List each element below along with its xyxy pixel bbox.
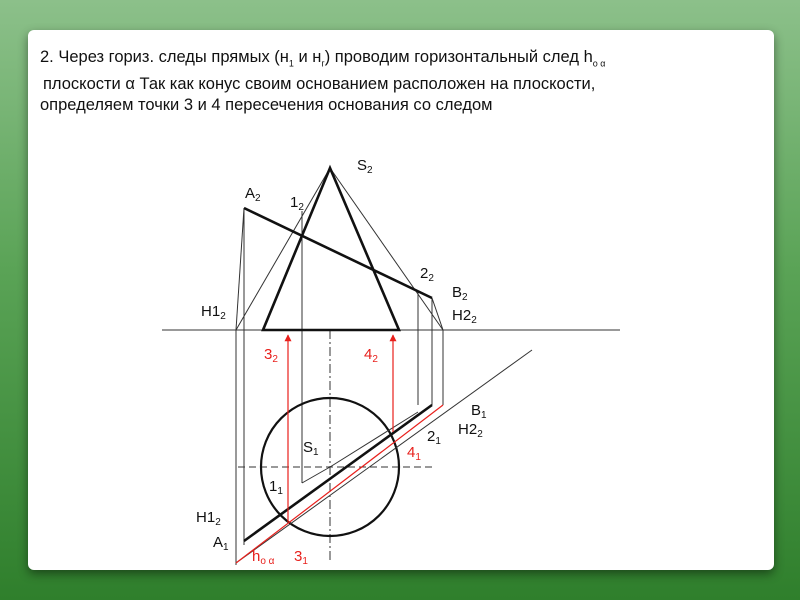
label-a1: $A_1$ xyxy=(213,534,229,553)
line-ab-top xyxy=(244,405,432,541)
s1-to-2-1 xyxy=(330,412,418,467)
heading-line-3: определяем точки 3 и 4 пересечения основания со следом xyxy=(40,96,493,115)
label-h2-2-upper: $H2_2$ xyxy=(452,307,477,326)
label-h1-2-lower: $H1_2$ xyxy=(196,509,221,528)
heading-sub: г xyxy=(321,58,325,69)
label-s1: $S_1$ xyxy=(303,439,319,458)
heading-line-2: плоскости α Так как конус своим основанием расположен на плоскости, xyxy=(43,75,596,94)
label-s2: $S_2$ xyxy=(357,157,373,176)
construction-lines-top xyxy=(236,350,532,563)
horizontal-trace-h0a xyxy=(236,405,443,563)
label-h1-2-upper: $H1_2$ xyxy=(201,303,226,322)
label-4-2: $4_2$ xyxy=(364,346,378,365)
label-h0a: $h_{о \alpha}$ xyxy=(252,548,275,567)
construction-lines-front xyxy=(236,168,443,565)
label-1-1: $1_1$ xyxy=(269,478,283,497)
label-2-2: $2_2$ xyxy=(420,265,434,284)
plane-line-right xyxy=(330,168,443,330)
line-through-s1 xyxy=(236,350,532,563)
heading-text: 2. Через гориз. следы прямых (н xyxy=(40,48,289,66)
heading-text: ) проводим горизонтальный след h xyxy=(324,48,593,66)
line-ab-front xyxy=(244,208,432,298)
red-labels xyxy=(252,346,421,567)
heading-sub: о α xyxy=(592,58,606,69)
label-1-2: $1_2$ xyxy=(290,194,304,213)
label-h2-2-lower: $H2_2$ xyxy=(458,421,483,440)
label-b1: $B_1$ xyxy=(471,402,487,421)
heading-sub: 1 xyxy=(288,58,294,69)
label-b2: $B_2$ xyxy=(452,284,468,303)
frontal-trace-h2 xyxy=(432,298,443,330)
label-2-1: $2_1$ xyxy=(427,428,441,447)
label-3-2: $3_2$ xyxy=(264,346,278,365)
label-3-1: $3_1$ xyxy=(294,548,308,567)
frontal-trace-h1 xyxy=(236,208,244,330)
heading-text: и н xyxy=(293,48,322,66)
label-4-1: $4_1$ xyxy=(407,444,421,463)
label-a2: $A_2$ xyxy=(245,185,261,204)
